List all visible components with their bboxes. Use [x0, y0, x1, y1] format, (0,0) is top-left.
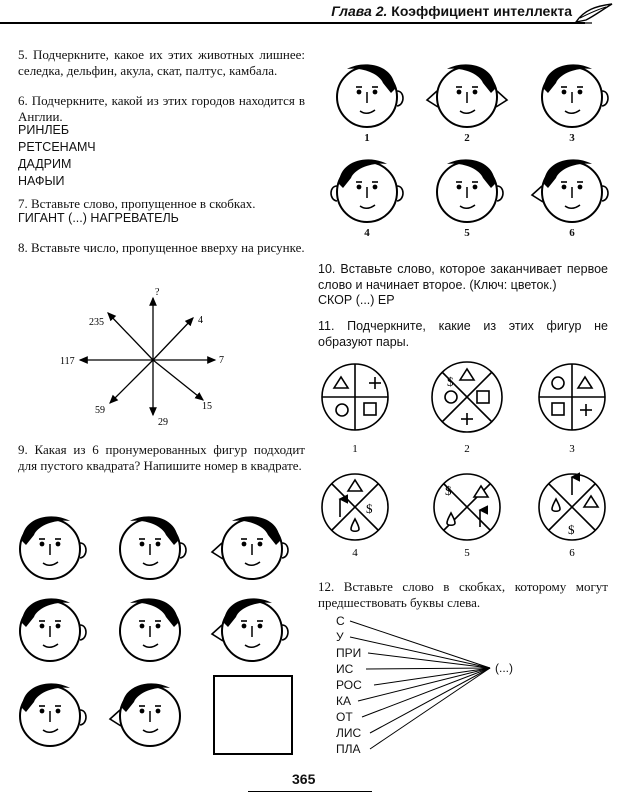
page-header	[0, 0, 620, 28]
number-star-diagram	[60, 285, 250, 425]
q6-options	[18, 122, 96, 190]
question-10: 10. Вставьте слово, которое заканчивает первое слово и начинает второе. (Ключ: цветок.)	[318, 262, 608, 292]
grid-face	[210, 587, 294, 665]
circle-number: 2	[464, 443, 470, 455]
circle-pairs-figure	[320, 355, 610, 565]
question-8: 8. Вставьте число, пропущенное вверху на рисунке.	[18, 240, 305, 255]
q6-option: РИНЛЕБ	[18, 123, 70, 137]
question-12: 12. Вставьте слово в скобках, которому могут предшествовать буквы слева.	[318, 579, 608, 610]
header-title	[331, 3, 572, 19]
face-number: 3	[569, 132, 575, 144]
circle-number: 1	[352, 443, 358, 455]
circle-option-1	[322, 364, 388, 430]
header-rule	[0, 22, 585, 24]
chapter-title: Коэффициент интеллекта	[391, 3, 572, 19]
option-face	[530, 53, 614, 131]
chapter-label: Глава 2.	[331, 3, 388, 19]
label-right: 7	[219, 355, 224, 366]
option-face	[325, 148, 409, 226]
question-6: 6. Подчеркните, какой из этих городов находится в Англии.	[18, 93, 305, 124]
label-left: 117	[60, 356, 75, 367]
circle-option-4	[322, 474, 388, 540]
answer-blank[interactable]: (...)	[495, 661, 513, 675]
circle-option-2	[432, 362, 502, 432]
dollar-symbol: $	[445, 483, 452, 498]
circle-number: 6	[569, 547, 575, 559]
face-number: 5	[464, 227, 470, 239]
q6-option: НАФЫИ	[18, 174, 65, 188]
prefix-word: ЛИС	[336, 726, 362, 740]
prefix-connector-lines	[340, 610, 500, 760]
grid-face	[210, 505, 294, 583]
option-face	[425, 148, 509, 226]
question-11: 11. Подчеркните, какие из этих фигур не образуют пары.	[318, 319, 608, 349]
dollar-symbol: $	[366, 501, 373, 516]
circle-number: 4	[352, 547, 358, 559]
option-face	[325, 53, 409, 131]
prefix-word: ОТ	[336, 710, 353, 724]
label-top-left: 235	[89, 317, 104, 328]
grid-face	[8, 505, 92, 583]
prefix-word: ИС	[336, 662, 354, 676]
question-9: 9. Какая из 6 пронумерованных фигур подходит для пустого квадрата? Напишите номер в квадрате.	[18, 442, 305, 473]
q10-puzzle: СКОР (...) ЕР	[318, 293, 395, 307]
label-bottom: 29	[158, 417, 168, 425]
prefix-word: РОС	[336, 678, 362, 692]
grid-face	[108, 672, 192, 750]
circle-option-3	[539, 364, 605, 430]
prefix-word: ПРИ	[336, 646, 362, 660]
prefix-word: С	[336, 614, 345, 628]
question-7: 7. Вставьте слово, пропущенное в скобках.	[18, 196, 256, 211]
option-face	[425, 53, 509, 131]
circle-number: 3	[569, 443, 575, 455]
prefix-word: КА	[336, 694, 351, 708]
circle-option-5	[434, 474, 500, 540]
empty-answer-square[interactable]	[213, 675, 293, 755]
label-top: ?	[155, 287, 160, 298]
option-face	[530, 148, 614, 226]
face-number: 6	[569, 227, 575, 239]
face-number: 4	[364, 227, 370, 239]
quill-logo-icon	[572, 2, 616, 24]
q6-option: ДАДРИМ	[18, 157, 72, 171]
dollar-symbol: $	[447, 374, 454, 389]
circle-number: 5	[464, 547, 470, 559]
prefix-word: У	[336, 630, 344, 644]
face-number: 1	[364, 132, 370, 144]
label-bottom-left: 59	[95, 405, 105, 416]
prefix-word: ПЛА	[336, 742, 361, 756]
dollar-symbol: $	[568, 522, 575, 537]
q6-option: РЕТСЕНАМЧ	[18, 140, 96, 154]
label-bottom-right: 15	[202, 401, 212, 412]
label-top-right: 4	[198, 315, 203, 326]
footer-rule	[248, 791, 372, 792]
grid-face	[8, 587, 92, 665]
page-number: 365	[292, 771, 316, 787]
grid-face	[108, 505, 192, 583]
question-5: 5. Подчеркните, какое их этих животных лишнее: селедка, дельфин, акула, скат, палтус, камбала.	[18, 47, 305, 78]
face-number: 2	[464, 132, 470, 144]
grid-face	[8, 672, 92, 750]
grid-face	[108, 587, 192, 665]
q7-puzzle: ГИГАНТ (...) НАГРЕВАТЕЛЬ	[18, 211, 179, 225]
